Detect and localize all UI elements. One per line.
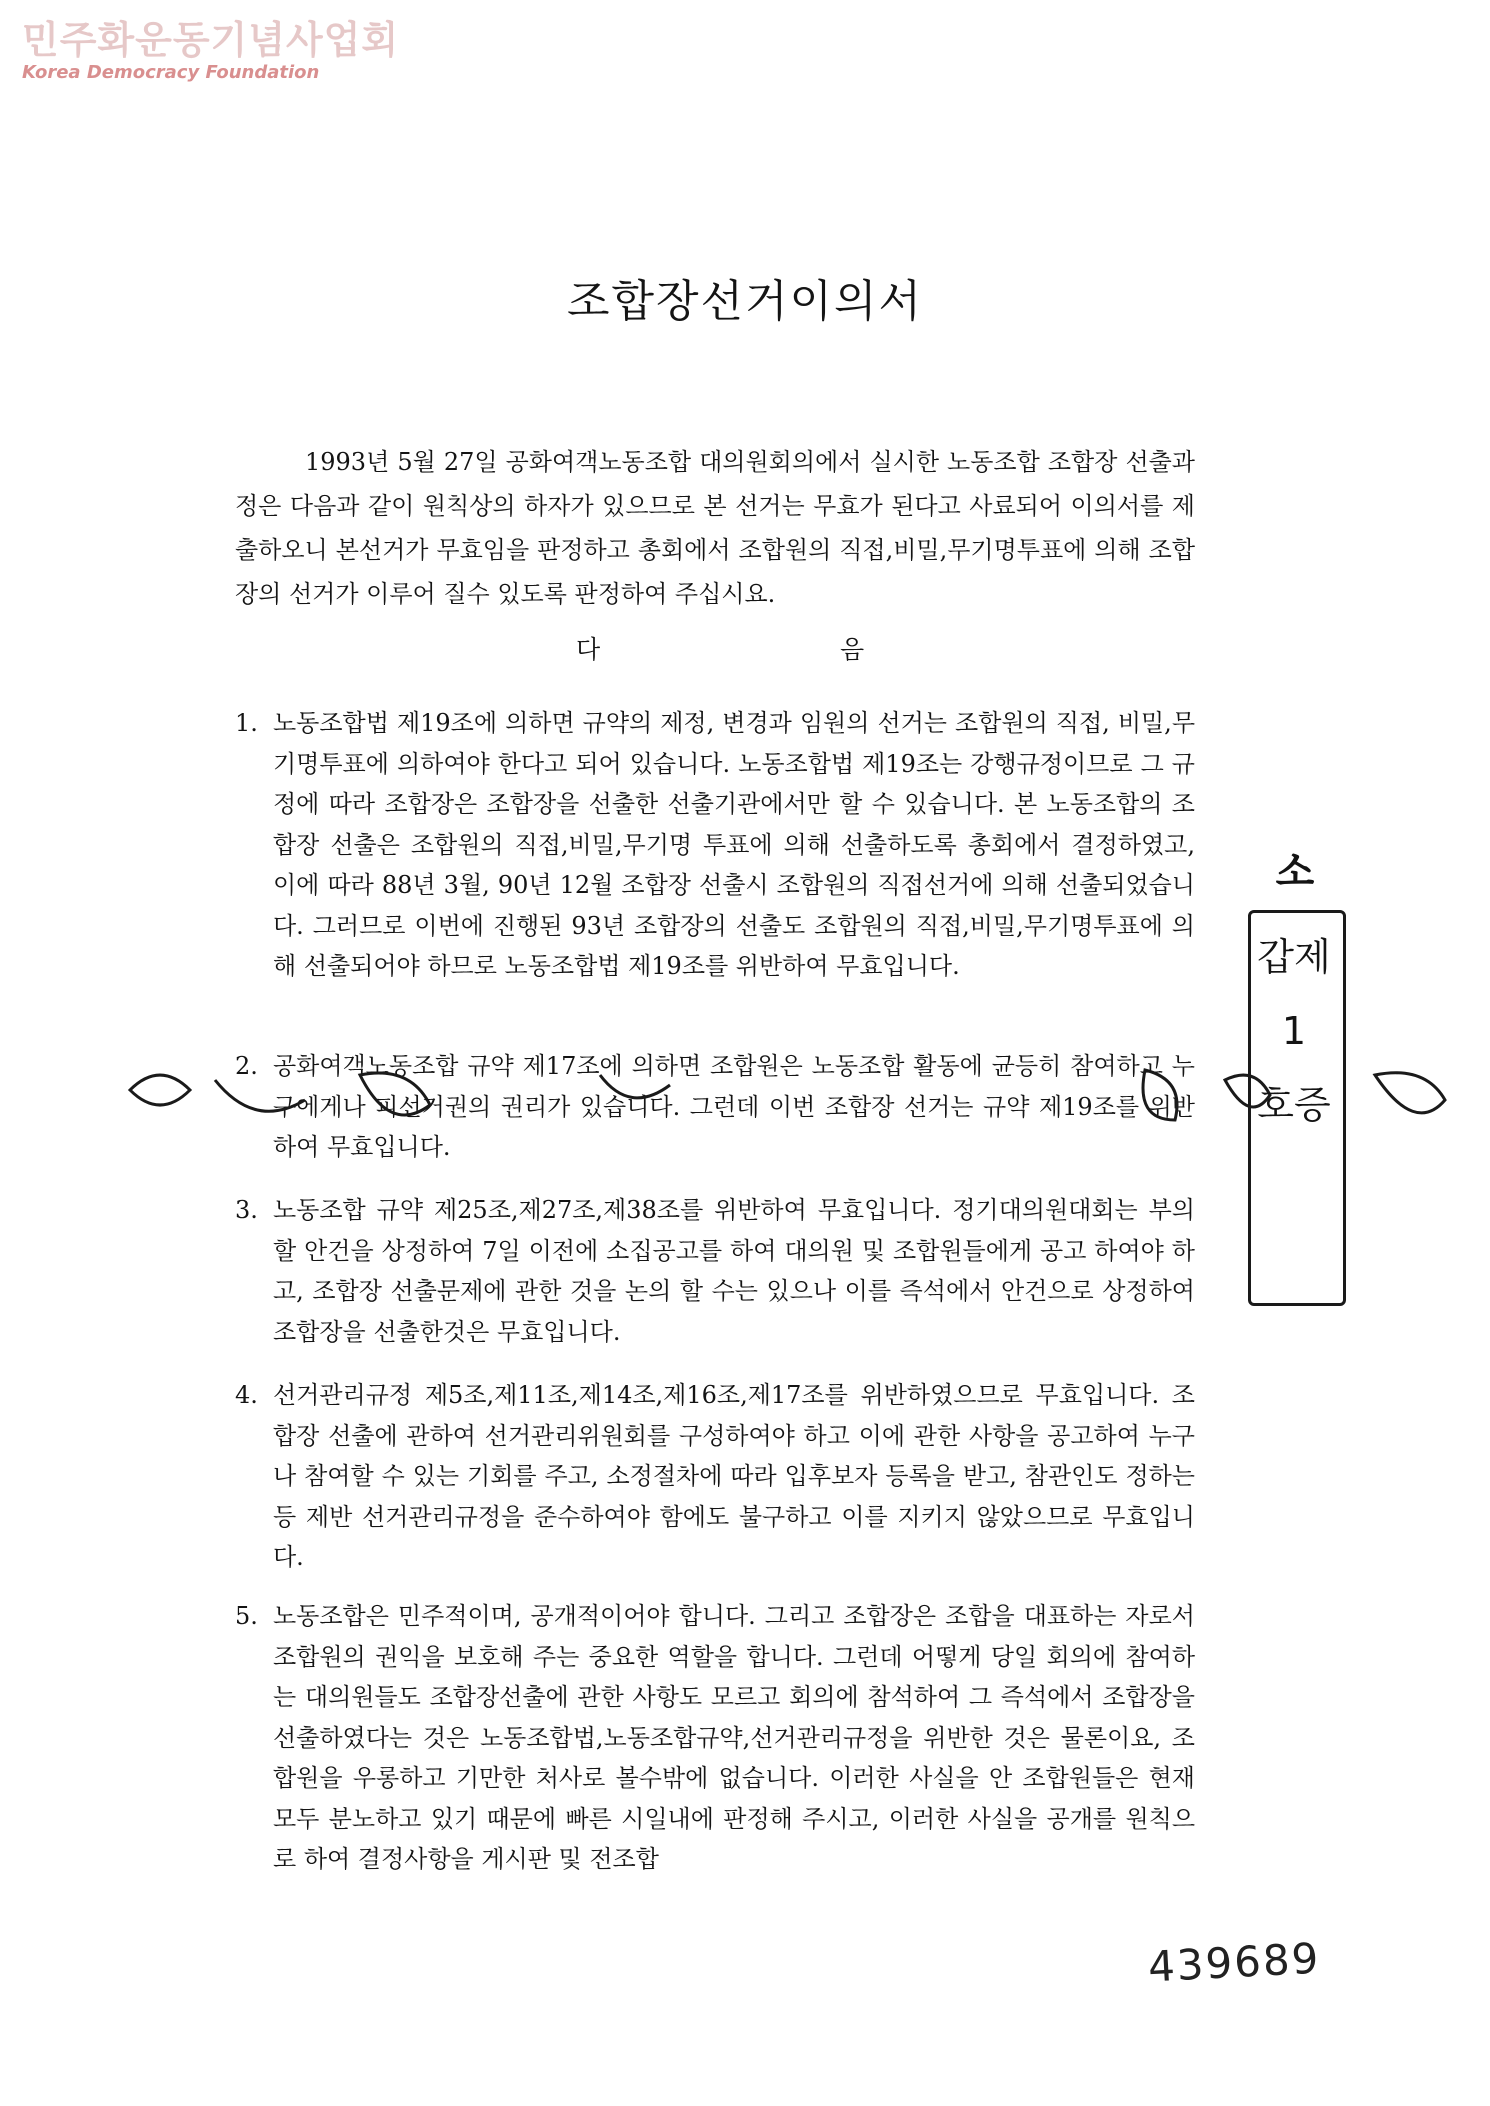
seal-mark bbox=[215, 1080, 305, 1111]
handwritten-number: 439689 bbox=[1146, 1933, 1322, 1992]
document-title: 조합장선거이의서 bbox=[566, 276, 924, 327]
watermark-korean: 민주화운동기념사업회 bbox=[22, 18, 400, 62]
seal-mark bbox=[1143, 1070, 1177, 1120]
item-text: 노동조합법 제19조에 의하면 규약의 제정, 변경과 임원의 선거는 조합원의 직접, 비밀,무기명투표에 의하여야 한다고 되어 있습니다. 노동조합법 제19조는 강행규정이므로 그 규정에 따라 조합장은 조합장을 선출한 선출기관에서만 할 수 있습니다. 본 노동조합의 조합장 선출은 조합원의 직접,비밀,무기명 투표에 의해 선출하도록 총회에서 결정하였고, 이에 따라 88년 3월, 90년 12월 조합장 선출시 조합원의 직접선거에 의해 선출되었습니다. 그러므로 이번에 진행된 93년 조합장의 선출도 조합원의 직접,비밀,무기명투표에 의해 선출되어야 하므로 노동조합법 제19조를 위반하여 무효입니다. bbox=[273, 709, 1195, 980]
item-text: 노동조합 규약 제25조,제27조,제38조를 위반하여 무효입니다. 정기대의원대회는 부의할 안건을 상정하여 7일 이전에 소집공고를 하여 대의원 및 조합원들에게 공고 하여야 하고, 조합장 선출문제에 관한 것을 논의 할 수는 있으나 이를 즉석에서 안건으로 상정하여 조합장을 선출한것은 무효입니다. bbox=[273, 1196, 1195, 1346]
stamp-top-mark: 소 bbox=[1275, 849, 1315, 895]
item-text: 노동조합은 민주적이며, 공개적이어야 합니다. 그리고 조합장은 조합을 대표하는 자로서 조합원의 권익을 보호해 주는 중요한 역할을 합니다. 그런데 어떻게 당일 회의에 참여하는 대의원들도 조합장선출에 관한 사항도 모르고 회의에 참석하여 그 즉석에서 조합장을 선출하였다는 것은 노동조합법,노동조합규약,선거관리규정을 위반한 것은 물론이요, 조합원을 우롱하고 기만한 처사로 볼수밖에 없습니다. 이러한 사실을 안 조합원들은 현재 모두 분노하고 있기 때문에 빠른 시일내에 판정해 주시고, 이러한 사실을 공개를 원칙으로 하여 결정사항을 게시판 및 전조합 bbox=[273, 1602, 1196, 1873]
heading-right: 음 bbox=[840, 635, 865, 664]
item-number: 5. bbox=[235, 1602, 258, 1630]
list-item bbox=[235, 703, 1195, 987]
item-number: 3. bbox=[235, 1196, 258, 1224]
item-number: 4. bbox=[235, 1381, 258, 1409]
seal-mark bbox=[130, 1075, 190, 1105]
intro-paragraph: 1993년 5월 27일 공화여객노동조합 대의원회의에서 실시한 노동조합 조합장 선출과정은 다음과 같이 원칙상의 하자가 있으므로 본 선거는 무효가 된다고 사료되어 이의서를 제출하오니 본선거가 무효임을 판정하고 총회에서 조합원의 직접,비밀,무기명투표에 의해 조합장의 선거가 이루어 질수 있도록 판정하여 주십시요. bbox=[235, 448, 1195, 608]
seal-mark bbox=[360, 1073, 430, 1115]
item-text: 공화여객노동조합 규약 제17조에 의하면 조합원은 노동조합 활동에 균등히 참여하고 누구에게나 피선거권의 권리가 있습니다. 그런데 이번 조합장 선거는 규약 제19조를 위반하여 무효입니다. bbox=[273, 1052, 1195, 1161]
heading-left: 다 bbox=[576, 635, 601, 664]
watermark-english: Korea Democracy Foundation bbox=[22, 62, 320, 83]
seal-mark bbox=[600, 1075, 670, 1098]
exhibit-stamp-text: 갑제 1 호증 bbox=[1257, 935, 1331, 1127]
item-number: 1. bbox=[235, 709, 258, 737]
list-item bbox=[235, 1375, 1195, 1578]
watermark-logo bbox=[22, 18, 399, 84]
seal-mark bbox=[1375, 1073, 1445, 1113]
list-item bbox=[235, 1596, 1195, 1880]
item-number: 2. bbox=[235, 1052, 258, 1080]
list-item bbox=[235, 1190, 1195, 1352]
item-text: 선거관리규정 제5조,제11조,제14조,제16조,제17조를 위반하였으므로 무효입니다. 조합장 선출에 관하여 선거관리위원회를 구성하여야 하고 이에 관한 사항을 공고하여 누구나 참여할 수 있는 기회를 주고, 소정절차에 따라 입후보자 등록을 받고, 참관인도 정하는 등 제반 선거관리규정을 준수하여야 함에도 불구하고 이를 지키지 않았으므로 무효입니다. bbox=[273, 1381, 1195, 1571]
